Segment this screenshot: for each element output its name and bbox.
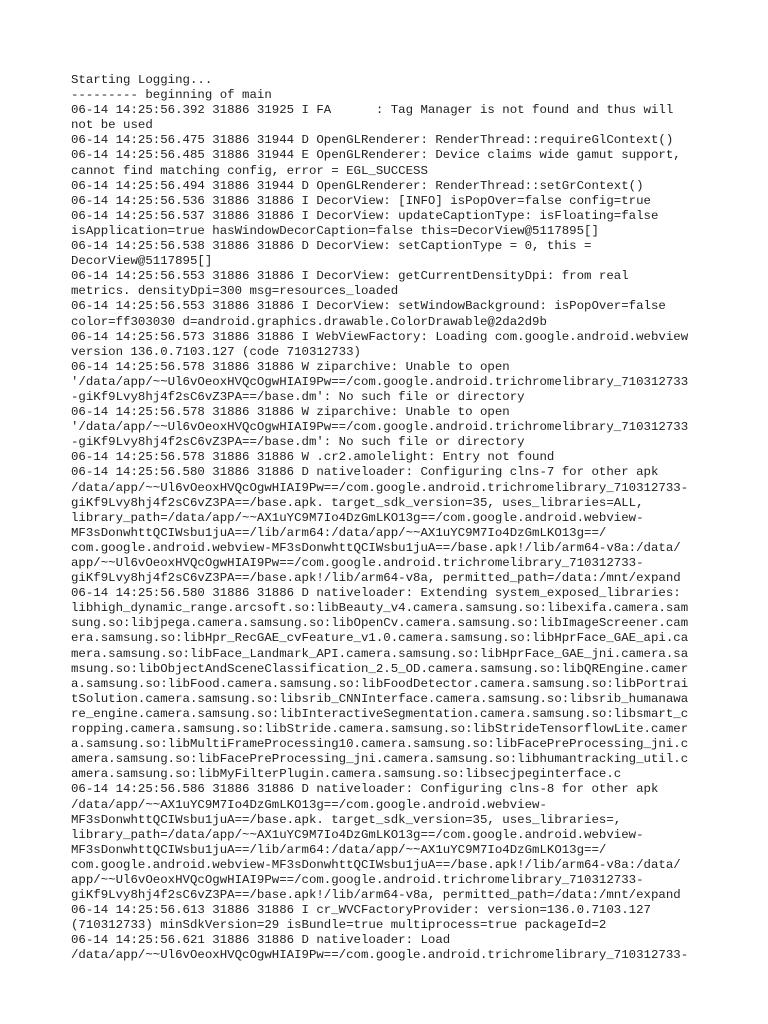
log-line: 06-14 14:25:56.573 31886 31886 I WebViewFactory: Loading com.google.android.webview <box>71 329 689 344</box>
log-line: DecorView@5117895[] <box>71 254 213 269</box>
log-line: 06-14 14:25:56.621 31886 31886 D nativeloader: Load <box>71 933 451 948</box>
log-line: 06-14 14:25:56.578 31886 31886 W ziparchive: Unable to open <box>71 359 510 374</box>
log-line: sung.so:libjpega.camera.samsung.so:libOpenCv.camera.samsung.so:libImageScreener.cam <box>71 616 689 631</box>
log-line: mera.samsung.so:libFace_Landmark_API.camera.samsung.so:libHprFace_GAE_jni.camera.sa <box>71 646 689 661</box>
log-line: 06-14 14:25:56.553 31886 31886 I DecorView: getCurrentDensityDpi: from real <box>71 269 629 284</box>
log-line: era.samsung.so:libHpr_RecGAE_cvFeature_v1.0.camera.samsung.so:libHprFace_GAE_api.ca <box>71 631 689 646</box>
log-line: 06-14 14:25:56.586 31886 31886 D nativeloader: Configuring clns-8 for other apk <box>71 782 659 797</box>
log-line: cannot find matching config, error = EGL_SUCCESS <box>71 163 428 178</box>
log-line: msung.so:libObjectAndSceneClassification_2.5_OD.camera.samsung.so:libQREngine.camer <box>71 661 689 676</box>
log-line: 06-14 14:25:56.553 31886 31886 I DecorView: setWindowBackground: isPopOver=false <box>71 299 666 314</box>
log-line: 06-14 14:25:56.578 31886 31886 W ziparchive: Unable to open <box>71 405 510 420</box>
log-line: metrics. densityDpi=300 msg=resources_loaded <box>71 284 399 299</box>
log-line: 06-14 14:25:56.537 31886 31886 I DecorView: updateCaptionType: isFloating=false <box>71 208 659 223</box>
log-line: 06-14 14:25:56.494 31886 31944 D OpenGLRenderer: RenderThread::setGrContext() <box>71 178 644 193</box>
log-line: ropping.camera.samsung.so:libStride.camera.samsung.so:libStrideTensorflowLite.camer <box>71 722 689 737</box>
log-line: re_engine.camera.samsung.so:libInteractiveSegmentation.camera.samsung.so:libsmart_c <box>71 706 689 721</box>
log-line: app/~~Ul6vOeoxHVQcOgwHIAI9Pw==/com.google.android.trichromelibrary_710312733- <box>71 556 644 570</box>
log-line: color=ff303030 d=android.graphics.drawable.ColorDrawable@2da2d9b <box>71 314 547 329</box>
log-line: 06-14 14:25:56.578 31886 31886 W .cr2.amolelight: Entry not found <box>71 450 555 465</box>
log-line: 06-14 14:25:56.536 31886 31886 I DecorView: [INFO] isPopOver=false config=true <box>71 193 651 208</box>
log-line: -giKf9Lvy8hj4f2sC6vZ3PA==/base.dm': No such file or directory <box>71 389 525 404</box>
log-line: (710312733) minSdkVersion=29 isBundle=true multiprocess=true packageId=2 <box>71 918 607 933</box>
log-line: 06-14 14:25:56.538 31886 31886 D DecorView: setCaptionType = 0, this = <box>71 239 592 254</box>
log-line: 06-14 14:25:56.580 31886 31886 D nativeloader: Configuring clns-7 for other apk <box>71 465 659 480</box>
log-line: /data/app/~~Ul6vOeoxHVQcOgwHIAI9Pw==/com.google.android.trichromelibrary_710312733- <box>71 948 689 963</box>
log-line: not be used <box>71 118 153 133</box>
log-line: isApplication=true hasWindowDecorCaption=false this=DecorView@5117895[] <box>71 223 599 238</box>
log-line: com.google.android.webview-MF3sDonwhttQCIWsbu1juA==/base.apk!/lib/arm64-v8a:/data/ <box>71 857 681 872</box>
log-line: 06-14 14:25:56.580 31886 31886 D nativeloader: Extending system_exposed_libraries: <box>71 586 681 601</box>
log-line: a.samsung.so:libMultiFrameProcessing10.camera.samsung.so:libFacePreProcessing_jni.c <box>71 737 689 752</box>
log-line: /data/app/~~Ul6vOeoxHVQcOgwHIAI9Pw==/com.google.android.trichromelibrary_710312733- <box>71 480 689 495</box>
log-line: giKf9Lvy8hj4f2sC6vZ3PA==/base.apk. target_sdk_version=35, uses_libraries=ALL, <box>71 495 644 510</box>
log-line: -giKf9Lvy8hj4f2sC6vZ3PA==/base.dm': No such file or directory <box>71 435 525 450</box>
log-line: library_path=/data/app/~~AX1uYC9M7Io4DzGmLKO13g==/com.google.android.webview- <box>71 827 644 842</box>
log-line: libhigh_dynamic_range.arcsoft.so:libBeauty_v4.camera.samsung.so:libexifa.camera.sam <box>71 601 689 616</box>
log-line: amera.samsung.so:libMyFilterPlugin.camera.samsung.so:libsecjpeginterface.c <box>71 767 622 782</box>
log-line: amera.samsung.so:libFacePreProcessing_jni.camera.samsung.so:libhumantracking_util.c <box>71 752 689 767</box>
log-line: 06-14 14:25:56.613 31886 31886 I cr_WVCFactoryProvider: version=136.0.7103.127 <box>71 903 651 918</box>
log-line: Starting Logging... <box>71 73 213 87</box>
log-line: 06-14 14:25:56.392 31886 31925 I FA : Tag Manager is not found and thus will <box>71 103 674 118</box>
log-line: 06-14 14:25:56.485 31886 31944 E OpenGLRenderer: Device claims wide gamut support, <box>71 148 681 163</box>
log-line: MF3sDonwhttQCIWsbu1juA==/lib/arm64:/data/app/~~AX1uYC9M7Io4DzGmLKO13g==/ <box>71 525 607 540</box>
log-line: MF3sDonwhttQCIWsbu1juA==/base.apk. target_sdk_version=35, uses_libraries=, <box>71 812 622 827</box>
log-line: --------- beginning of main <box>71 88 272 103</box>
log-line: giKf9Lvy8hj4f2sC6vZ3PA==/base.apk!/lib/arm64-v8a, permitted_path=/data:/mnt/expand <box>71 888 681 903</box>
log-line: a.samsung.so:libFood.camera.samsung.so:libFoodDetector.camera.samsung.so:libPortrai <box>71 676 689 691</box>
log-line: 06-14 14:25:56.475 31886 31944 D OpenGLRenderer: RenderThread::requireGlContext() <box>71 133 674 148</box>
log-line: /data/app/~~AX1uYC9M7Io4DzGmLKO13g==/com.google.android.webview- <box>71 797 547 812</box>
log-line: '/data/app/~~Ul6vOeoxHVQcOgwHIAI9Pw==/com.google.android.trichromelibrary_710312733 <box>71 420 689 435</box>
log-line: '/data/app/~~Ul6vOeoxHVQcOgwHIAI9Pw==/com.google.android.trichromelibrary_710312733 <box>71 374 689 389</box>
log-line: library_path=/data/app/~~AX1uYC9M7Io4DzGmLKO13g==/com.google.android.webview- <box>71 510 644 525</box>
log-line: tSolution.camera.samsung.so:libsrib_CNNInterface.camera.samsung.so:libsrib_humanawa <box>71 691 689 706</box>
log-line: version 136.0.7103.127 (code 710312733) <box>71 344 361 359</box>
log-line: giKf9Lvy8hj4f2sC6vZ3PA==/base.apk!/lib/arm64-v8a, permitted_path=/data:/mnt/expand <box>71 571 681 586</box>
log-line: MF3sDonwhttQCIWsbu1juA==/lib/arm64:/data/app/~~AX1uYC9M7Io4DzGmLKO13g==/ <box>71 842 607 857</box>
log-line: app/~~Ul6vOeoxHVQcOgwHIAI9Pw==/com.google.android.trichromelibrary_710312733- <box>71 872 644 887</box>
log-output <box>71 73 711 964</box>
log-line: com.google.android.webview-MF3sDonwhttQCIWsbu1juA==/base.apk!/lib/arm64-v8a:/data/ <box>71 540 681 555</box>
